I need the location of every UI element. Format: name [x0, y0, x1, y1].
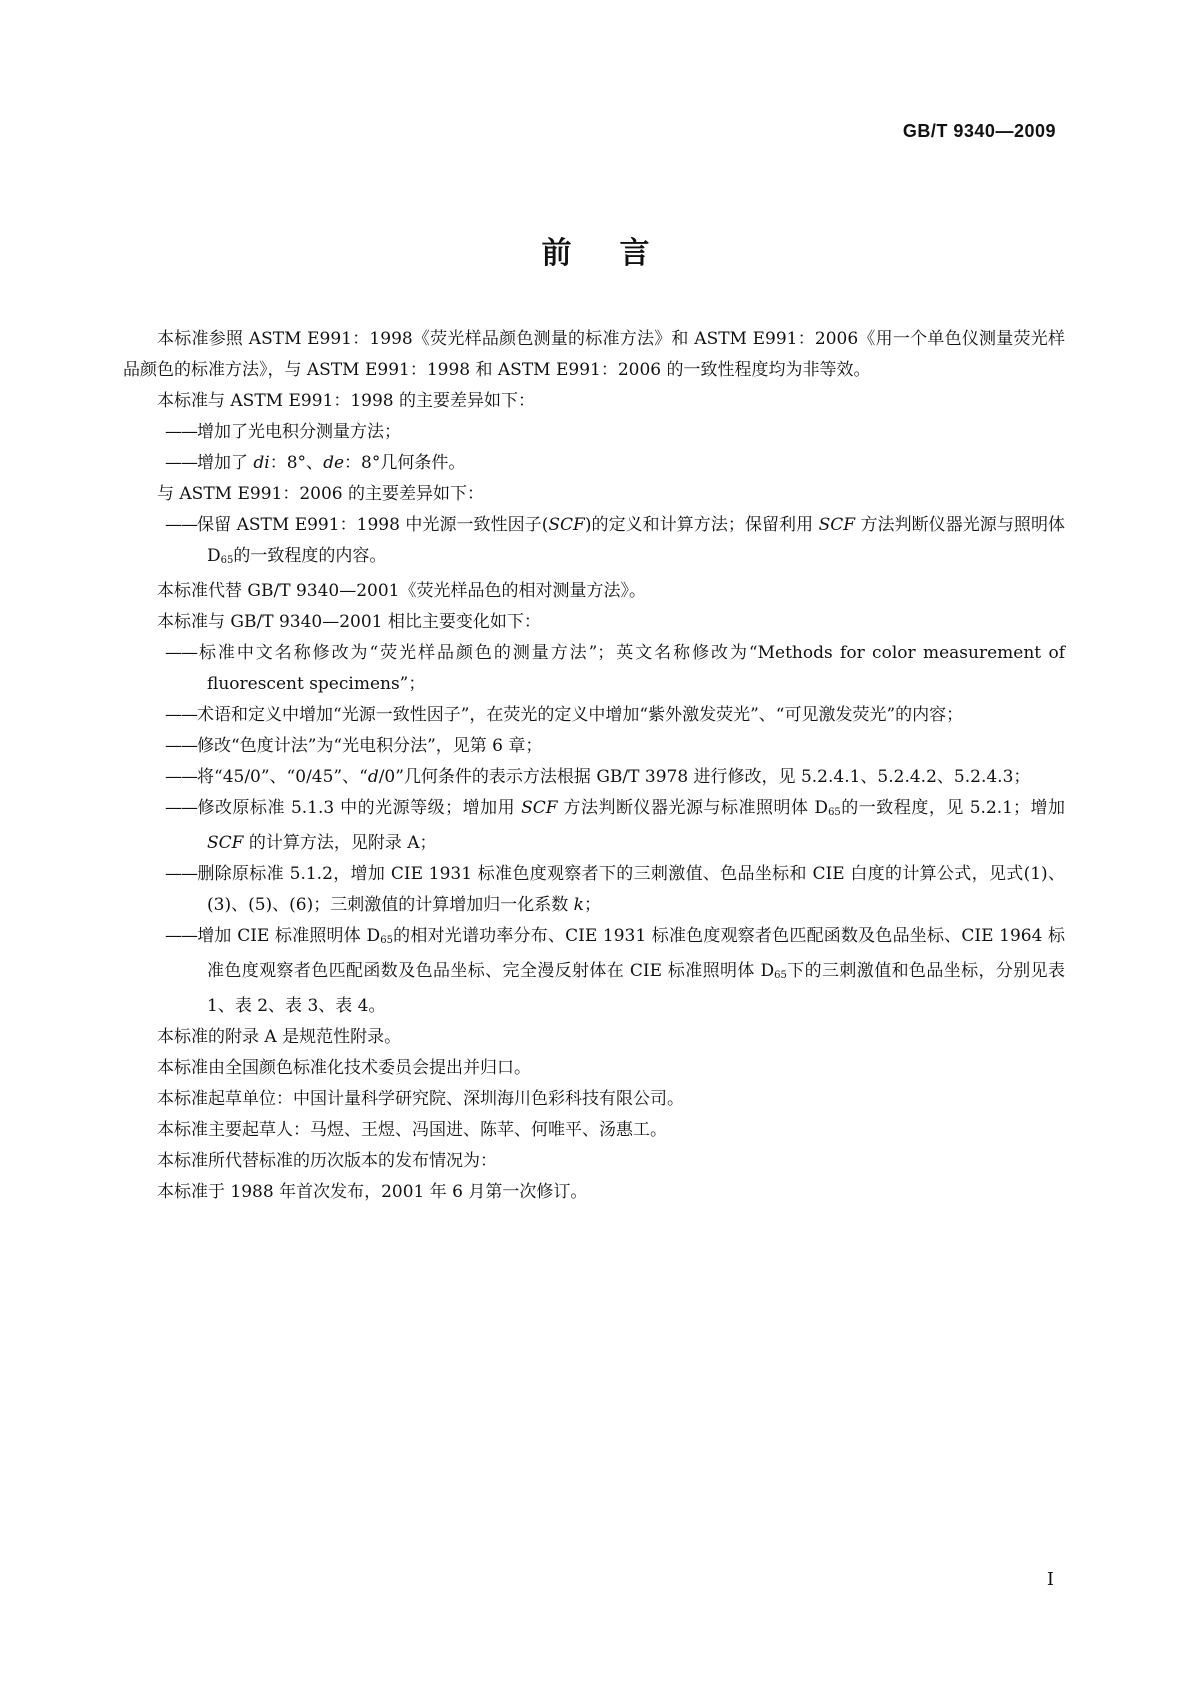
dash-marker: ——: [165, 422, 197, 442]
paragraph: 本标准与 GB/T 9340—2001 相比主要变化如下：: [157, 612, 541, 632]
dash-marker: ——: [165, 515, 197, 535]
list-item-text: ；: [583, 895, 601, 915]
paragraph: 本标准的附录 A 是规范性附录。: [157, 1027, 402, 1047]
paragraph: 本标准于 1988 年首次发布，2001 年 6 月第一次修订。: [157, 1182, 588, 1202]
list-item-text: 增加 CIE 标准照明体 D: [197, 926, 381, 946]
dash-marker: ——: [165, 453, 197, 473]
list-item-text: 增加了: [197, 453, 254, 473]
dash-marker: ——: [165, 926, 197, 946]
list-item: [123, 510, 1065, 576]
dash-marker: ——: [165, 736, 197, 756]
paragraph: 本标准主要起草人：马煜、王煜、冯国进、陈苹、何唯平、汤惠工。: [157, 1120, 667, 1140]
list-item-text: 将“45/0”、“0/45”、“: [197, 767, 368, 787]
list-item-text: 增加了光电积分测量方法；: [197, 422, 401, 442]
subscript: 65: [828, 807, 841, 818]
paragraph: 本标准参照 ASTM E991：1998《荧光样品颜色测量的标准方法》和 ASTM E991：2006《用一个单色仪测量荧光样品颜色的标准方法》，与 ASTM E991：1998 和 ASTM E991：2006 的一致性程度均为非等效。: [123, 329, 1065, 380]
subscript: 65: [774, 970, 787, 981]
geometry-symbol: di: [253, 453, 270, 473]
scf-symbol: SCF: [521, 798, 558, 818]
paragraph: 本标准所代替标准的历次版本的发布情况为：: [157, 1151, 497, 1171]
dash-marker: ——: [165, 705, 197, 725]
list-item-text: /0”几何条件的表示方法根据 GB/T 3978 进行修改，见 5.2.4.1、5.2.4.2、5.2.4.3；: [378, 767, 1031, 787]
dash-marker: ——: [165, 798, 197, 818]
list-item: [123, 859, 1065, 921]
list-item-text: ：8°、: [269, 453, 324, 473]
geometry-symbol: d: [367, 767, 379, 787]
foreword-content: [123, 324, 1065, 1208]
subscript: 65: [380, 935, 393, 946]
list-item: [123, 700, 1065, 731]
list-item-text: 的计算方法，见附录 A；: [243, 833, 437, 853]
list-item-text: 术语和定义中增加“光源一致性因子”，在荧光的定义中增加“紫外激发荧光”、“可见激发荧光”的内容；: [197, 705, 964, 725]
list-item-text: 修改“色度计法”为“光电积分法”，见第 6 章；: [197, 736, 543, 756]
list-item: [123, 731, 1065, 762]
list-item-text: 保留 ASTM E991：1998 中光源一致性因子(: [197, 515, 549, 535]
paragraph: 本标准由全国颜色标准化技术委员会提出并归口。: [157, 1058, 531, 1078]
list-item-text: 方法判断仪器光源与标准照明体 D: [557, 798, 829, 818]
list-item: [123, 448, 1065, 479]
dash-marker: ——: [165, 643, 197, 663]
paragraph: 本标准起草单位：中国计量科学研究院、深圳海川色彩科技有限公司。: [157, 1089, 684, 1109]
list-item: [123, 793, 1065, 859]
list-item-text: 的相对光谱功率分布、CIE 1931 标准色度观察者色匹配函数及色品坐标、CIE 1964 标准色度观察者色匹配函数及色品坐标、完全漫反射体在 CIE 标准照明体 D: [207, 926, 1065, 981]
list-item-text: 的一致程度，见 5.2.1；增加: [840, 798, 1066, 818]
page-title: 前言: [541, 236, 698, 271]
list-item: [123, 417, 1065, 448]
paragraph: 本标准代替 GB/T 9340—2001《荧光样品色的相对测量方法》。: [157, 581, 646, 601]
geometry-symbol: de: [323, 453, 345, 473]
list-item-text: ：8°几何条件。: [344, 453, 466, 473]
page-number: I: [1046, 1569, 1054, 1590]
list-item: [123, 762, 1065, 793]
list-item-text: 标准中文名称修改为“荧光样品颜色的测量方法”；英文名称修改为“Methods for color measurement of fluorescent specimens”；: [197, 643, 1065, 694]
list-item-text: 方法判断仪器光源与照明体 D: [207, 515, 1065, 566]
dash-marker: ——: [165, 864, 197, 884]
paragraph: 本标准与 ASTM E991：1998 的主要差异如下：: [157, 391, 536, 411]
scf-symbol: SCF: [207, 833, 244, 853]
subscript: 65: [220, 555, 234, 566]
dash-marker: ——: [165, 767, 197, 787]
list-item-text: 修改原标准 5.1.3 中的光源等级；增加用: [197, 798, 522, 818]
scf-symbol: SCF: [818, 515, 856, 535]
list-item-text: 的一致程度的内容。: [233, 546, 387, 566]
standard-code: GB/T 9340—2009: [902, 121, 1056, 141]
list-item: [123, 921, 1065, 1022]
list-item-text: 下的三刺激值和色品坐标，分别见表 1、表 2、表 3、表 4。: [207, 961, 1065, 1016]
list-item: [123, 638, 1065, 700]
list-item-text: 删除原标准 5.1.2，增加 CIE 1931 标准色度观察者下的三刺激值、色品坐标和 CIE 白度的计算公式，见式(1)、(3)、(5)、(6)；三刺激值的计算增加归一化系数: [197, 864, 1065, 915]
paragraph: 与 ASTM E991：2006 的主要差异如下：: [157, 484, 485, 504]
coefficient-symbol: k: [573, 895, 584, 915]
list-item-text: )的定义和计算方法；保留利用: [584, 515, 819, 535]
scf-symbol: SCF: [548, 515, 585, 535]
